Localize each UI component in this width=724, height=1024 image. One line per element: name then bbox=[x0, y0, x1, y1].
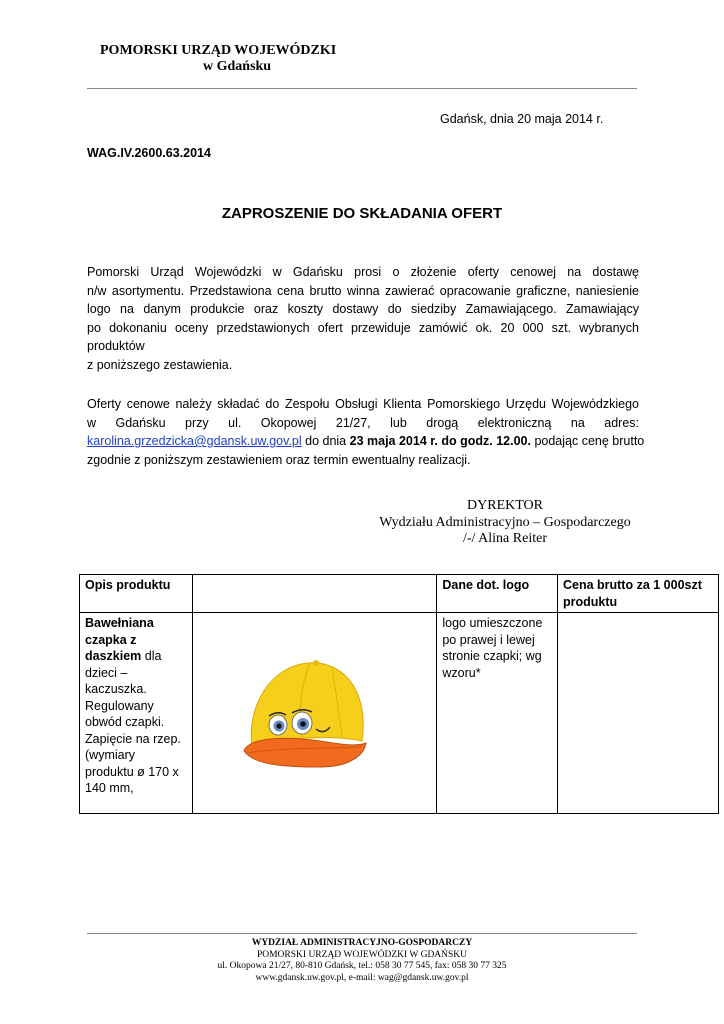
cap-crown bbox=[251, 663, 363, 747]
cell-price[interactable] bbox=[557, 613, 718, 814]
header-description: Opis produktu bbox=[80, 575, 193, 613]
cap-visor bbox=[244, 738, 366, 767]
footer-org: POMORSKI URZĄD WOJEWÓDZKI W GDAŃSKU bbox=[256, 949, 468, 960]
document-title: ZAPROSZENIE DO SKŁADANIA OFERT bbox=[221, 205, 503, 222]
products-table bbox=[79, 574, 719, 814]
footer-divider bbox=[87, 933, 637, 934]
paragraph-line: Pomorski Urząd Wojewódzki w Gdańsku prosi o złożenie oferty cenowej na dostawę bbox=[87, 265, 639, 279]
signature-department: Wydziału Administracyjno – Gospodarczego bbox=[379, 514, 631, 530]
signature-name: /-/ Alina Reiter bbox=[463, 531, 547, 546]
header-logo: Dane dot. logo bbox=[437, 575, 558, 613]
signature-block bbox=[360, 498, 650, 548]
letterhead-city: w Gdańsku bbox=[203, 59, 272, 74]
paragraph-line: n/w asortymentu. Przedstawiona cena brutto winna zawierać opracowanie graficzne, naniesienie bbox=[87, 283, 639, 298]
footer-address: ul. Okopowa 21/27, 80-810 Gdańsk, tel.: 058 30 77 545, fax: 058 30 77 325 bbox=[217, 961, 507, 971]
footer bbox=[87, 938, 637, 984]
deadline-suffix: podając cenę brutto bbox=[530, 434, 645, 448]
paragraph-line: produktów bbox=[87, 339, 145, 353]
reference-number: WAG.IV.2600.63.2014 bbox=[87, 146, 211, 160]
product-details: dla dzieci – kaczuszka. Regulowany obwód czapki. Zapięcie na rzep. (wymiary produktu ø 170 x 140 mm, bbox=[85, 649, 181, 795]
paragraph-line: zgodnie z poniższym zestawieniem oraz termin ewentualny realizacji. bbox=[87, 452, 471, 467]
deadline-prefix: do dnia bbox=[301, 434, 350, 448]
table-header-row bbox=[80, 575, 719, 613]
cell-image bbox=[192, 613, 437, 814]
paragraph-submission bbox=[87, 395, 645, 469]
header-divider bbox=[87, 88, 637, 89]
header-image bbox=[192, 575, 437, 613]
letterhead-org: POMORSKI URZĄD WOJEWÓDZKI bbox=[100, 43, 337, 58]
table-row bbox=[80, 613, 719, 814]
email-link[interactable]: karolina.grzedzicka@gdansk.uw.gov.pl bbox=[87, 434, 302, 448]
product-name: Bawełniana czapka z daszkiem bbox=[85, 616, 154, 663]
header-price: Cena brutto za 1 000szt produktu bbox=[557, 575, 718, 613]
letter-date: Gdańsk, dnia 20 maja 2014 r. bbox=[440, 112, 604, 126]
cell-description bbox=[80, 613, 193, 814]
cell-logo: logo umieszczone po prawej i lewej stronie czapki; wg wzoru* bbox=[437, 613, 558, 814]
footer-contact: www.gdansk.uw.gov.pl, e-mail: wag@gdansk.uw.gov.pl bbox=[255, 972, 469, 983]
duck-cap-image bbox=[240, 643, 370, 773]
paragraph-line: logo na danym produkcie oraz koszty dostawy do siedziby Zamawiającego. Zamawiający bbox=[87, 302, 639, 316]
signature-title: DYREKTOR bbox=[467, 498, 543, 513]
paragraph-invitation bbox=[87, 263, 639, 374]
paragraph-line: z poniższego zestawienia. bbox=[87, 357, 233, 372]
deadline-date: 23 maja 2014 r. do godz. 12.00. bbox=[349, 434, 531, 448]
paragraph-line: Oferty cenowe należy składać do Zespołu Obsługi Klienta Pomorskiego Urzędu Wojewódzkiego bbox=[87, 397, 639, 411]
paragraph-line: w Gdańsku przy ul. Okopowej 21/27, lub drogą elektroniczną na adres: bbox=[87, 415, 639, 430]
paragraph-line: po dokonaniu oceny przedstawionych ofert przewiduje zamówić ok. 20 000 szt. wybranych bbox=[87, 320, 639, 335]
footer-department: WYDZIAŁ ADMINISTRACYJNO-GOSPODARCZY bbox=[251, 938, 473, 948]
letterhead bbox=[100, 43, 360, 75]
paragraph-line-deadline bbox=[87, 432, 645, 451]
